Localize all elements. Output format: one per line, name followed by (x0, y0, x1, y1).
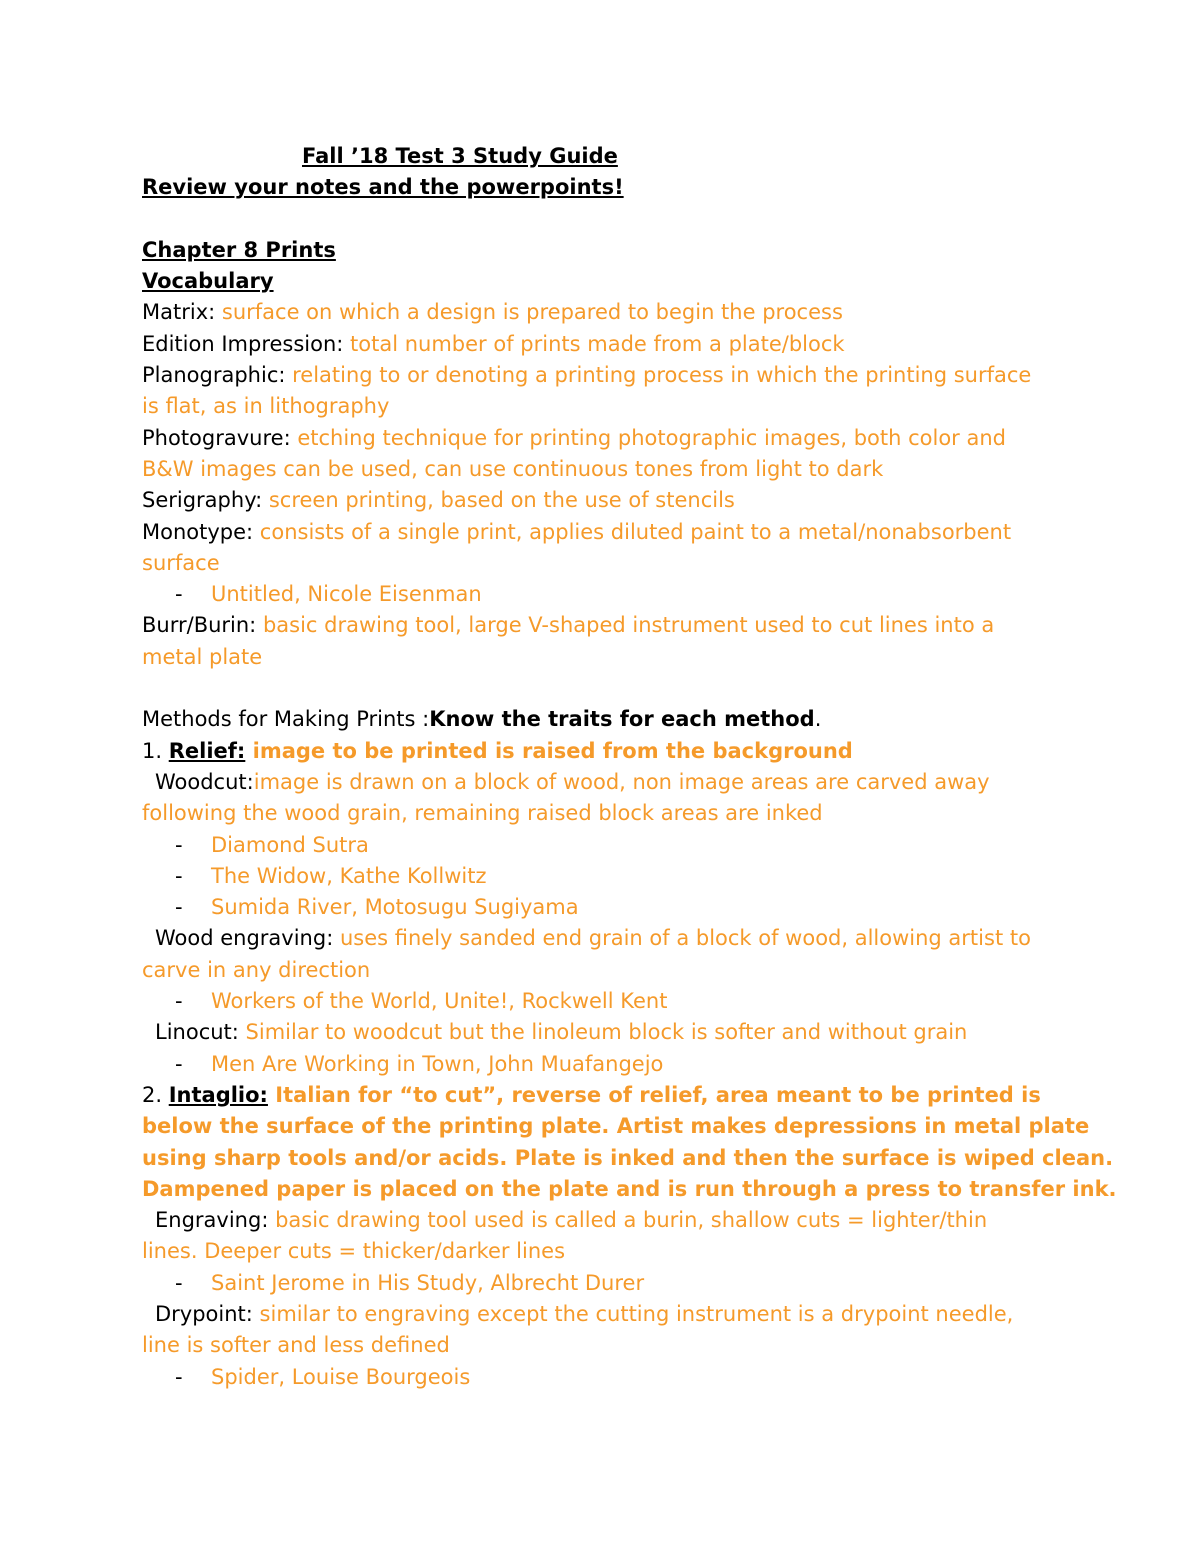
vocab-def: image is drawn on a block of wood, non image areas are carved away (253, 769, 990, 794)
vocab-def: line is softer and less defined (142, 1333, 450, 1358)
example-text: The Widow, Kathe Kollwitz (211, 863, 487, 888)
drypoint-item-cont (142, 1330, 1062, 1361)
bullet-dash: - (175, 1270, 183, 1295)
bullet-dash: - (175, 832, 183, 857)
vocab-term: Photogravure: (142, 425, 291, 450)
vocab-item-planographic (142, 360, 1062, 391)
subtitle-text: Review your notes and the powerpoints! (142, 175, 624, 200)
page-subtitle (142, 172, 1062, 203)
method-desc: Dampened paper is placed on the plate and is run through a press to transfer ink. (142, 1176, 1117, 1201)
vocab-term: Wood engraving: (155, 926, 334, 951)
vocab-term: Edition Impression: (142, 331, 344, 356)
intaglio-heading (142, 1080, 1062, 1111)
vocab-def: basic drawing tool, large V-shaped instrument used to cut lines into a (256, 613, 995, 638)
engraving-item-cont (142, 1236, 1062, 1267)
method-desc: using sharp tools and/or acids. Plate is inked and then the surface is wiped clean. (142, 1145, 1114, 1170)
example-text: Sumida River, Motosugu Sugiyama (211, 895, 579, 920)
vocab-def: uses finely sanded end grain of a block of wood, allowing artist to (333, 926, 1031, 951)
bullet-dash: - (175, 863, 183, 888)
woodcut-item (142, 767, 1062, 798)
method-label: Relief: (168, 738, 246, 763)
example-text: Untitled, Nicole Eisenman (211, 582, 482, 607)
vocab-term: Linocut: (155, 1020, 239, 1045)
vocab-def: surface (142, 550, 220, 575)
method-number: 2. (142, 1082, 169, 1107)
vocab-item-matrix (142, 297, 1062, 328)
vocab-def: is flat, as in lithography (142, 394, 390, 419)
method-number: 1. (142, 738, 169, 763)
vocab-def: following the wood grain, remaining raised block areas are inked (142, 801, 823, 826)
vocab-item-photogravure (142, 423, 1062, 454)
title-text: Fall ’18 Test 3 Study Guide (302, 144, 618, 168)
vocab-term: Planographic: (142, 363, 286, 388)
vocab-def: etching technique for printing photographic images, both color and (290, 425, 1006, 450)
example-text: Workers of the World, Unite!, Rockwell Kent (211, 989, 668, 1014)
linocut-item (142, 1017, 1062, 1048)
methods-intro (142, 704, 1062, 735)
spacer (142, 673, 1062, 704)
vocab-def: consists of a single print, applies diluted paint to a metal/nonabsorbent (253, 519, 1012, 544)
vocab-def: carve in any direction (142, 957, 371, 982)
vocab-term: Woodcut: (155, 769, 254, 794)
list-item (142, 1268, 1062, 1299)
bullet-dash: - (175, 989, 183, 1014)
vocab-def: metal plate (142, 644, 263, 669)
spacer (142, 204, 1062, 235)
methods-intro-text: Methods for Making Prints : (142, 707, 430, 732)
vocab-item-monotype-cont (142, 548, 1062, 579)
wood-engraving-item (142, 923, 1062, 954)
method-desc: Italian for “to cut”, reverse of relief, area meant to be printed is (267, 1082, 1041, 1107)
intaglio-desc-line (142, 1174, 1117, 1205)
methods-intro-end: . (814, 707, 822, 732)
vocab-item-photogravure-cont (142, 454, 1062, 485)
woodcut-item-cont (142, 798, 1062, 829)
list-item (142, 830, 1062, 861)
vocab-term: Drypoint: (155, 1301, 253, 1326)
intaglio-desc-line (142, 1143, 1114, 1174)
engraving-item (142, 1205, 1062, 1236)
example-text: Diamond Sutra (211, 832, 369, 857)
vocab-item-serigraphy (142, 485, 1062, 516)
bullet-dash: - (175, 1051, 183, 1076)
vocab-def: surface on which a design is prepared to begin the process (215, 300, 843, 325)
example-text: Saint Jerome in His Study, Albrecht Durer (211, 1270, 645, 1295)
bullet-dash: - (175, 1364, 183, 1389)
intaglio-desc-line (142, 1111, 1090, 1142)
vocab-def: lines. Deeper cuts = thicker/darker lines (142, 1239, 566, 1264)
page-title (142, 141, 1062, 172)
vocab-def: screen printing, based on the use of stencils (262, 488, 735, 513)
vocab-def: similar to engraving except the cutting instrument is a drypoint needle, (252, 1301, 1014, 1326)
vocab-item-edition (142, 329, 1062, 360)
method-label: Intaglio: (168, 1082, 268, 1107)
example-text: Spider, Louise Bourgeois (211, 1364, 471, 1389)
bullet-dash: - (175, 582, 183, 607)
relief-heading (142, 736, 1062, 767)
vocab-def: relating to or denoting a printing process in which the printing surface (285, 363, 1032, 388)
vocab-item-burin (142, 610, 1062, 641)
wood-engraving-item-cont (142, 955, 1062, 986)
vocab-heading-text: Vocabulary (142, 269, 274, 294)
vocab-item-monotype (142, 517, 1062, 548)
method-desc: below the surface of the printing plate. Artist makes depressions in metal plate (142, 1114, 1090, 1139)
vocab-term: Burr/Burin: (142, 613, 257, 638)
method-desc: image to be printed is raised from the background (245, 738, 853, 763)
bullet-dash: - (175, 895, 183, 920)
list-item (142, 892, 1062, 923)
vocab-def: Similar to woodcut but the linoleum block is softer and without grain (238, 1020, 968, 1045)
chapter-heading-text: Chapter 8 Prints (142, 237, 336, 262)
vocab-term: Matrix: (142, 300, 216, 325)
vocab-item-planographic-cont (142, 391, 1062, 422)
list-item (142, 986, 1062, 1017)
example-text: Men Are Working in Town, John Muafangejo (211, 1051, 664, 1076)
list-item (142, 861, 1062, 892)
list-item (142, 579, 1062, 610)
methods-intro-bold: Know the traits for each method (429, 707, 815, 732)
document-content (142, 141, 1117, 1393)
list-item (142, 1362, 1062, 1393)
list-item (142, 1049, 1062, 1080)
vocab-item-burin-cont (142, 642, 1062, 673)
chapter-heading (142, 235, 1062, 266)
drypoint-item (142, 1299, 1062, 1330)
vocab-heading (142, 266, 1062, 297)
vocab-def: total number of prints made from a plate/block (343, 331, 845, 356)
vocab-def: basic drawing tool used is called a burin, shallow cuts = lighter/thin (268, 1208, 988, 1233)
vocab-def: B&W images can be used, can use continuous tones from light to dark (142, 456, 884, 481)
vocab-term: Engraving: (155, 1208, 269, 1233)
vocab-term: Serigraphy: (142, 488, 263, 513)
vocab-term: Monotype: (142, 519, 254, 544)
